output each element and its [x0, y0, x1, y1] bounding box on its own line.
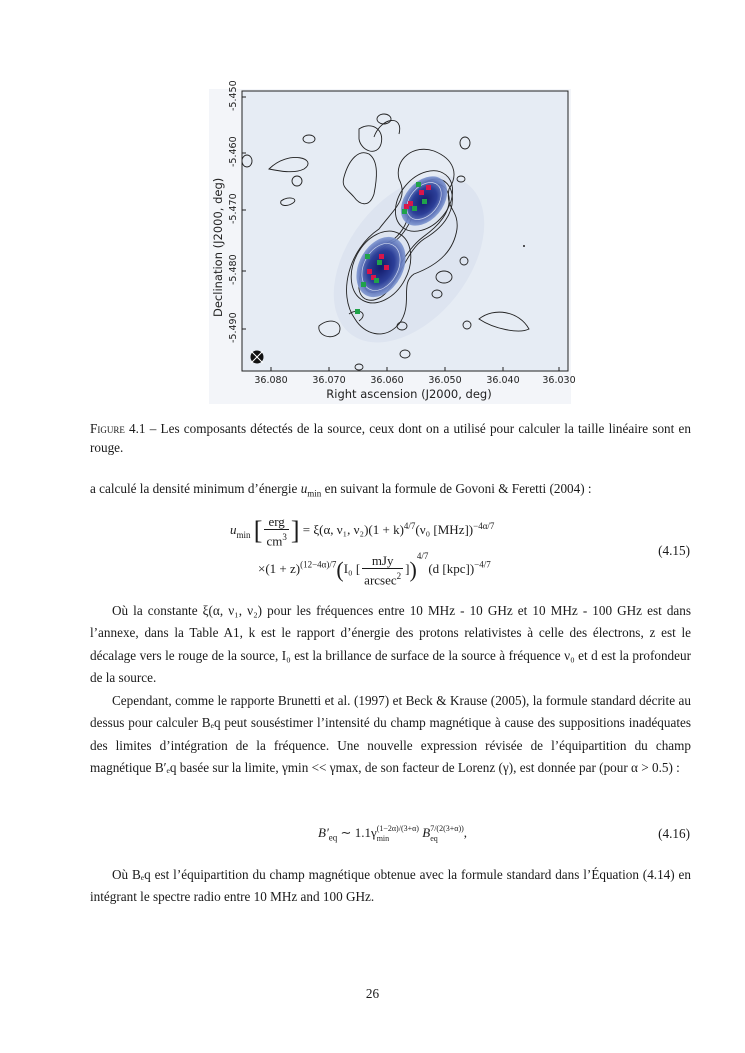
intro-symbol: u — [300, 481, 308, 496]
eq416-gamma-sup: (1−2α)/(3+α) — [376, 824, 419, 833]
eq-line2-b: I₀ [ — [343, 561, 361, 576]
x-tick-label: 36.080 — [254, 375, 288, 386]
intro-before: a calculé la densité minimum d’énergie — [90, 481, 301, 496]
paragraph-1: Où la constante ξ(α, ν₁, ν₂) pour les fréquences entre 10 MHz - 10 GHz et 10 MHz - 100 GHz est dans l’annexe, dans la Table A1, k est le rapport d’énergie des protons relativistes à celle des électrons, z est le décalage vers le rouge de la source, I₀ est la brillance de surface de la source à fréquence ν₀ et d est la profondeur de la source. — [90, 603, 691, 686]
equation-4-15-line1: $u_{min}$ [ $\frac{\text{erg}}{cm^3}$ ] = ξ(α, ν₁, $\nu_2)(1 + k)^{4/7}(\nu_0$ [MHz])$^{-4\alpha/7}$ — [230, 514, 495, 549]
caption-label: Figure 4.1 — [90, 421, 146, 436]
y-tick-label: -5.480 — [228, 254, 239, 285]
eq-line2-c: (d [kpc]) — [428, 561, 475, 576]
x-tick-label: 36.050 — [428, 375, 462, 386]
intro-line — [90, 478, 691, 505]
x-tick-label: 36.060 — [370, 375, 404, 386]
eq-lhs: u — [230, 522, 237, 538]
mjy-num: mJy — [362, 553, 403, 569]
paragraph-2: Cependant, comme le rapporte Brunetti et al. (1997) et Beck & Krause (2005), la formule standard décrite au dessus pour calculer Bₑq peut souséstimer l’intensité du champ magnétique à cause des suppositions inadéquates des limites d’intégration de la fréquence. Une nouvelle expression révisée de l’équipartition du champ magnétique B′ₑq basée sur la limite, γmin << γmax, de son facteur de Lorenz (γ), est donnée par (pour α > 0.5) : — [90, 693, 691, 776]
x-tick-label: 36.040 — [486, 375, 520, 386]
unit-den-sup: 3 — [282, 532, 287, 542]
beam-ellipse — [251, 351, 264, 364]
arcsec-sup: 2 — [396, 570, 402, 581]
mjy-fraction — [362, 553, 403, 587]
eq416-lhs: B′ — [318, 824, 329, 840]
x-tick-label: 36.030 — [542, 375, 576, 386]
y-tick-label: -5.460 — [228, 136, 239, 167]
eq-mid: (ν₀ [MHz]) — [415, 522, 474, 538]
y-tick-label: -5.490 — [228, 312, 239, 343]
eq416-rel: ∼ 1.1γ — [340, 824, 377, 840]
eq-line2-sup3: −4/7 — [474, 559, 491, 570]
eq416-tail: , — [463, 824, 468, 840]
intro-sub: min — [307, 488, 322, 499]
intro-after: en suivant la formule de Govoni & Feretti (2004) : — [321, 481, 592, 496]
eq416-gamma-sub: min — [376, 834, 390, 843]
y-tick-label: -5.470 — [228, 193, 239, 224]
unit-num: erg — [264, 514, 288, 530]
eq-line2-a: ×(1 + z) — [258, 561, 301, 576]
caption-text: – Les composants détectés de la source, ceux dont on a utilisé pour calculer la taille linéaire sont en rouge. — [90, 421, 691, 455]
unit-fraction — [264, 514, 288, 548]
equation-4-15-line2: $\times(1 + z)^{(12-4\alpha)/7}(I_0$ [ $\frac{\text{mJy}}{arcsec^2}$ ])$^{4/7}$(d [kpc])$^{-4/7}$ — [258, 551, 491, 588]
eq-lhs-sub: min — [236, 529, 251, 540]
eq416-b: B — [422, 824, 431, 840]
radio-contour-figure — [209, 80, 576, 404]
eq-sup1: 4/7 — [403, 520, 416, 531]
x-tick-label: 36.070 — [312, 375, 346, 386]
eq-line2-sup2: 4/7 — [416, 551, 429, 561]
unit-den: cm — [266, 533, 283, 549]
eq416-lhs-sub: eq — [328, 832, 338, 843]
page-number: 26 — [365, 986, 380, 1001]
equation-number-4-16: (4.16) — [658, 826, 690, 841]
eq416-b-sub: eq — [430, 834, 438, 843]
equation-number-4-15: (4.15) — [658, 543, 690, 558]
y-tick-label: -5.450 — [228, 80, 239, 111]
paragraph-3: Où Bₑq est l’équipartition du champ magnétique obtenue avec la formule standard dans l’Équation (4.14) en intégrant le spectre radio entre 10 MHz and 100 GHz. — [90, 867, 691, 905]
eq416-b-sup: 7/(2(3+α)) — [430, 824, 464, 833]
eq-sup2: −4α/7 — [473, 520, 495, 531]
x-axis-label: Right ascension (J2000, deg) — [326, 387, 492, 401]
eq-rhs: = ξ(α, ν₁, ν₂)(1 + k) — [302, 522, 404, 538]
arcsec-den: arcsec — [364, 572, 397, 588]
equation-4-16 — [318, 824, 467, 844]
figure-caption — [90, 419, 691, 457]
y-axis-label: Declination (J2000, deg) — [211, 177, 225, 317]
eq-line2-sup1: (12−4α)/7 — [300, 559, 337, 570]
